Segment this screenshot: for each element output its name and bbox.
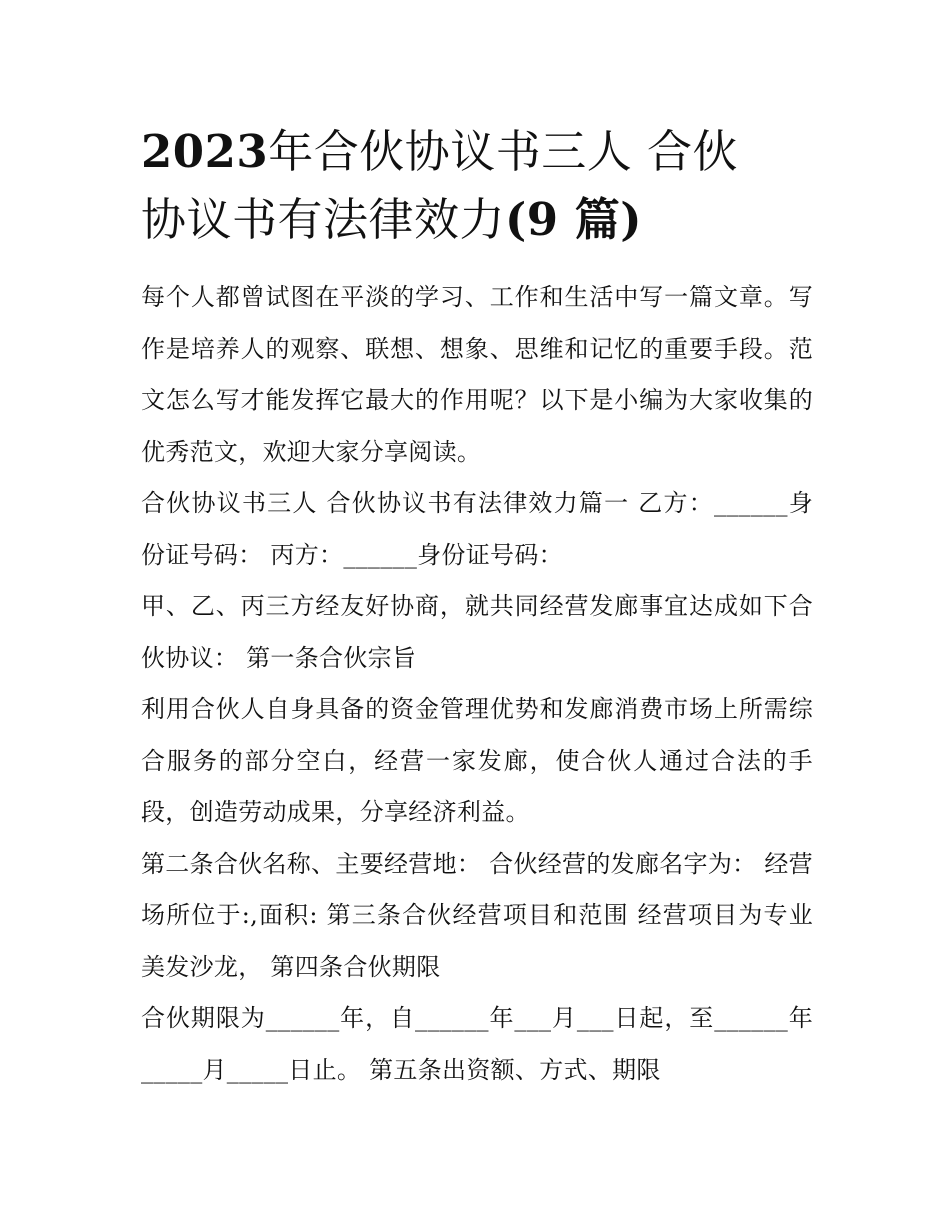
paragraph-agreement: 甲、乙、丙三方经友好协商，就共同经营发廊事宜达成如下合伙协议： 第一条合伙宗旨 [141,592,813,672]
paragraph-term: 合伙期限为______年，自______年___月___日起，至______年_____月_____日止。 第五条出资额、方式、期限 [141,1004,813,1084]
paragraph-intro: 每个人都曾试图在平淡的学习、工作和生活中写一篇文章。写作是培养人的观察、联想、想象、思维和记忆的重要手段。范文怎么写才能发挥它最大的作用呢？以下是小编为大家收集的优秀范文，欢迎大家分享阅读。 [141,283,813,466]
paragraph-name-location: 第二条合伙名称、主要经营地： 合伙经营的发廊名字为： 经营场所位于:,面积: 第三条合伙经营项目和范围 经营项目为专业美发沙龙， 第四条合伙期限 [141,849,813,981]
document-body [141,272,813,1096]
paragraph-parties: 合伙协议书三人 合伙协议书有法律效力篇一 乙方：______身份证号码： 丙方：______身份证号码： [141,489,813,569]
paragraph-purpose: 利用合伙人自身具备的资金管理优势和发廊消费市场上所需综合服务的部分空白，经营一家发廊，使合伙人通过合法的手段，创造劳动成果，分享经济利益。 [141,695,813,826]
title-line1-text: 年合伙协议书三人 合伙 [268,125,739,178]
title-suffix: (9 篇) [505,193,643,246]
document-page [141,118,813,1096]
title-line2-text: 协议书有法律效力 [141,193,506,246]
document-title [141,118,813,254]
title-year: 2023 [141,125,269,178]
